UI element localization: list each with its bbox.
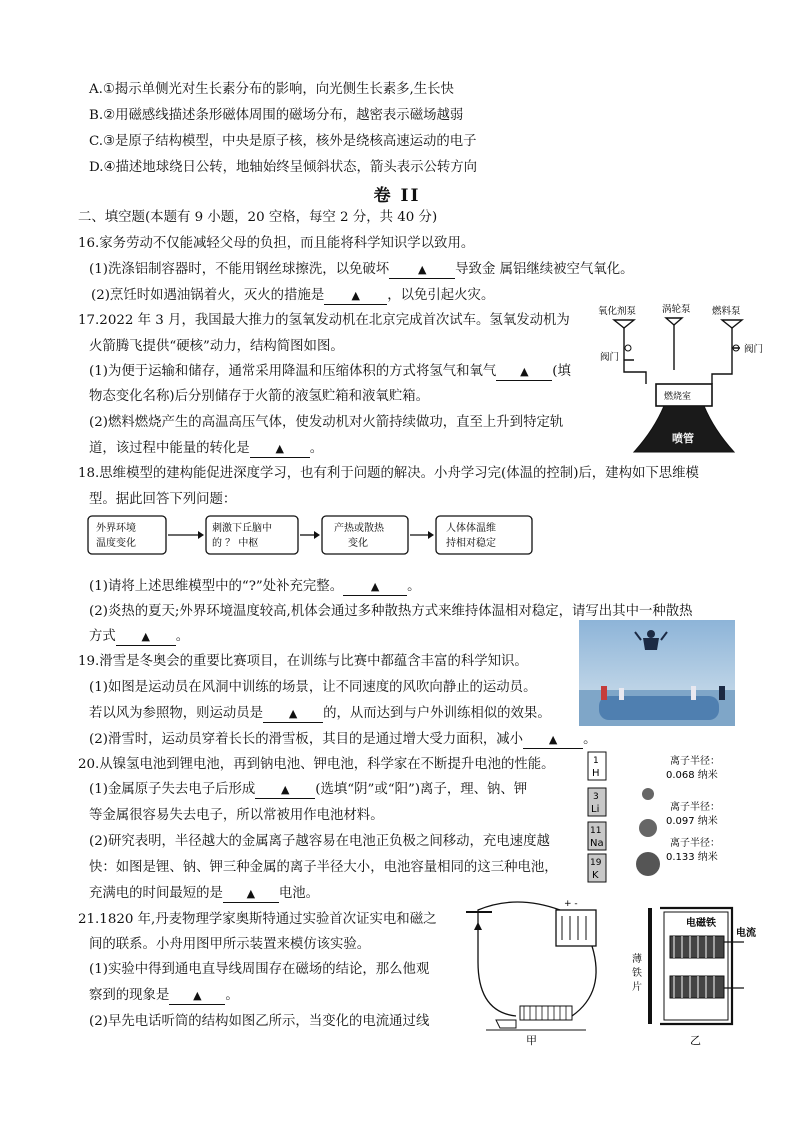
q19-p2b: 。	[583, 732, 597, 747]
svg-text:K: K	[592, 870, 599, 881]
q17-part2-line2	[89, 439, 323, 459]
wind-tunnel-photo	[579, 620, 735, 726]
q19-p1b: 若以风为参照物，则运动员是	[89, 706, 264, 721]
q17-p1a: (1)为便于运输和储存，通常采用降温和压缩体积的方式将氢气和氧气	[89, 364, 497, 379]
q20-p2c: 充满电的时间最短的是	[89, 886, 223, 901]
q21-p1c: 。	[225, 988, 239, 1003]
q18-p1a: (1)请将上述思维模型中的“?”处补充完整。	[89, 579, 344, 594]
telephone-receiver-figure	[612, 892, 782, 1048]
q21-stem-2: 间的联系。小舟用图甲所示装置来模仿该实验。	[89, 937, 371, 952]
label-fuel-pump: 燃料泵	[712, 306, 741, 317]
flow-box-3-line2: 变化	[348, 538, 368, 549]
q16-p2b: ，以免引起火灾。	[387, 288, 495, 303]
q20-p1a: (1)金属原子失去电子后形成	[89, 782, 256, 797]
flow-box-4-line2: 持相对稳定	[446, 538, 496, 549]
section-title: 卷 II	[373, 186, 421, 206]
flow-box-3-line1: 产热或散热	[334, 523, 384, 534]
svg-text:Li: Li	[591, 804, 600, 815]
q16-stem: 16.家务劳动不仅能减轻父母的负担，而且能将科学知识学以致用。	[78, 236, 475, 251]
flow-box-2-line2: 的 ？ 中枢	[212, 538, 259, 549]
q20-part1	[89, 780, 527, 800]
q17-p1b: (填	[552, 364, 571, 379]
fig-label-yi: 乙	[690, 1034, 701, 1047]
q19-stem: 19.滑雪是冬奥会的重要比赛项目，在训练与比赛中都蕴含丰富的科学知识。	[78, 654, 528, 669]
label-iron-plate-2: 铁	[632, 968, 642, 979]
svg-text:1: 1	[593, 756, 599, 766]
ion-label-li: 离子半径：	[670, 756, 720, 767]
oersted-apparatus-figure	[456, 892, 616, 1048]
flow-box-2-line1: 刺激下丘脑中	[212, 523, 272, 534]
label-oxidizer-pump: 氧化剂泵	[598, 306, 637, 317]
q21-blank-1[interactable]: ▲	[169, 988, 225, 1005]
option-b: B.②用磁感线描述条形磁体周围的磁场分布，越密表示磁场越弱	[89, 108, 464, 123]
thinking-model-flow	[86, 512, 566, 558]
q20-p1b: (选填“阴”或“阳”)离子，理、钠、钾	[315, 782, 528, 797]
fig-label-jia: 甲	[526, 1034, 537, 1047]
section-intro: 二、填空题(本题有 9 小题，20 空格，每空 2 分，共 40 分)	[78, 210, 438, 225]
label-iron-plate-1: 薄	[632, 954, 642, 965]
label-valve-right: 阀门	[744, 344, 764, 355]
ion-radius-figure	[586, 750, 736, 886]
q16-part2	[91, 286, 494, 306]
element-h	[588, 752, 606, 780]
q17-p1c: 物态变化名称)后分别储存于火箭的液氢贮箱和液氧贮箱。	[89, 389, 429, 404]
q20-p2a: (2)研究表明，半径越大的金属离子越容易在电池正负极之间移动，充电速度越	[89, 834, 550, 849]
q18-part1	[89, 577, 420, 597]
option-a: A.①揭示单侧光对生长素分布的影响，向光侧生长素多,生长快	[89, 82, 454, 97]
ion-radius-na: 0.097 纳米	[666, 816, 718, 827]
element-li	[588, 788, 606, 816]
q19-part1-line2	[89, 704, 551, 724]
q18-blank-1[interactable]: ▲	[343, 579, 407, 596]
q18-p2c: 。	[175, 629, 190, 644]
ion-radius-li: 0.068 纳米	[666, 770, 718, 781]
q19-blank-1[interactable]: ▲	[263, 706, 323, 723]
q16-blank-1[interactable]: ▲	[389, 262, 455, 279]
flow-box-1-line1: 外界环境	[96, 523, 136, 534]
q17-stem-1: 17.2022 年 3 月，我国最大推力的氢氧发动机在北京完成首次试车。氢氧发动机为	[78, 313, 570, 328]
q16-blank-2[interactable]: ▲	[324, 288, 387, 305]
q20-stem: 20.从镍氢电池到锂电池，再到钠电池、钾电池，科学家在不断提升电池的性能。	[78, 757, 555, 772]
q20-p2d: 电池。	[278, 886, 320, 901]
q18-part2-line2	[89, 627, 189, 647]
svg-text:19: 19	[590, 858, 602, 868]
element-k	[588, 854, 606, 882]
q18-blank-2[interactable]: ▲	[116, 629, 176, 646]
q16-part1	[89, 260, 634, 280]
ion-label-k: 离子半径：	[670, 838, 720, 849]
element-na	[588, 822, 606, 850]
svg-text:3: 3	[593, 792, 599, 802]
q17-blank-2[interactable]: ▲	[250, 441, 310, 458]
q17-blank-1[interactable]: ▲	[496, 364, 552, 381]
q18-stem-2: 型。据此回答下列问题：	[89, 492, 237, 507]
label-electromagnet: 电磁铁	[686, 918, 716, 929]
flow-box-1-line2: 温度变化	[96, 538, 136, 549]
svg-text:Na: Na	[590, 838, 604, 849]
q21-p2a: (2)早先电话听筒的结构如图乙所示，当变化的电流通过线	[89, 1014, 430, 1029]
q16-p1b: 导致金 属铝继续被空气氧化。	[455, 262, 634, 277]
q17-p2b: 道，该过程中能量的转化是	[89, 441, 250, 456]
label-combustion-chamber: 燃烧室	[664, 392, 692, 402]
q17-part1	[89, 362, 571, 382]
q21-p1b: 察到的现象是	[89, 988, 170, 1003]
q19-blank-2[interactable]: ▲	[523, 732, 583, 749]
q19-p2a: (2)滑雪时，运动员穿着长长的滑雪板，其目的是通过增大受力面积，减小	[89, 732, 524, 747]
q17-p2a: (2)燃料燃烧产生的高温高压气体，使发动机对火箭持续做功，直至上升到特定轨	[89, 415, 564, 430]
q18-p1b: 。	[407, 579, 421, 594]
q20-p1c: 等金属很容易失去电子，所以常被用作电池材料。	[89, 808, 384, 823]
label-nozzle: 喷管	[672, 432, 694, 445]
ion-label-na: 离子半径：	[670, 802, 720, 813]
q17-p2c: 。	[309, 441, 324, 456]
svg-text:+ -: + -	[564, 899, 578, 909]
q18-p2a: (2)炎热的夏天;外界环境温度较高,机体会通过多种散热方式来维持体温相对稳定，请写出其中一种散热	[89, 604, 693, 619]
q16-p2a: (2)烹饪时如遇油锅着火，灭火的措施是	[91, 288, 325, 303]
q16-p1a: (1)洗涤铝制容器时，不能用钢丝球擦洗，以免破坏	[89, 262, 390, 277]
q19-p1a: (1)如图是运动员在风洞中训练的场景，让不同速度的风吹向静止的运动员。	[89, 680, 537, 695]
q18-stem-1: 18.思维模型的建构能促进深度学习，也有利于问题的解决。小舟学习完(体温的控制)后，建构如下思维模	[78, 466, 699, 481]
q20-blank-2[interactable]: ▲	[223, 886, 279, 903]
label-valve-left: 阀门	[600, 352, 620, 363]
label-turbo-pump: 涡轮泵	[662, 304, 691, 315]
q20-blank-1[interactable]: ▲	[255, 782, 315, 799]
q19-p1c: 的，从而达到与户外训练相似的效果。	[323, 706, 551, 721]
option-c: C.③是原子结构模型，中央是原子核，核外是绕核高速运动的电子	[89, 134, 477, 149]
q21-part1-line2	[89, 986, 239, 1006]
q20-part2-line4	[89, 884, 319, 904]
label-iron-plate-3: 片	[632, 982, 642, 993]
q21-p1a: (1)实验中得到通电直导线周围存在磁场的结论，那么他观	[89, 962, 430, 977]
svg-text:11: 11	[590, 826, 602, 836]
ion-radius-k: 0.133 纳米	[666, 852, 718, 863]
q20-p2b: 快：如图是锂、钠、钾三种金属的离子半径大小，电池容量相同的这三种电池，	[89, 860, 558, 875]
svg-text:H: H	[592, 768, 600, 779]
q17-stem-2: 火箭腾飞提供“硬核”动力，结构简图如图。	[89, 339, 344, 354]
option-d: D.④描述地球绕日公转，地轴始终呈倾斜状态，箭头表示公转方向	[89, 160, 478, 175]
q18-p2b: 方式	[89, 629, 116, 644]
flow-box-4-line1: 人体体温维	[446, 523, 496, 534]
q21-stem-1: 21.1820 年,丹麦物理学家奥斯特通过实验首次证实电和磁之	[78, 912, 437, 927]
rocket-engine-figure	[594, 300, 784, 458]
label-current: 电流	[736, 928, 756, 939]
q19-part2	[89, 730, 596, 750]
